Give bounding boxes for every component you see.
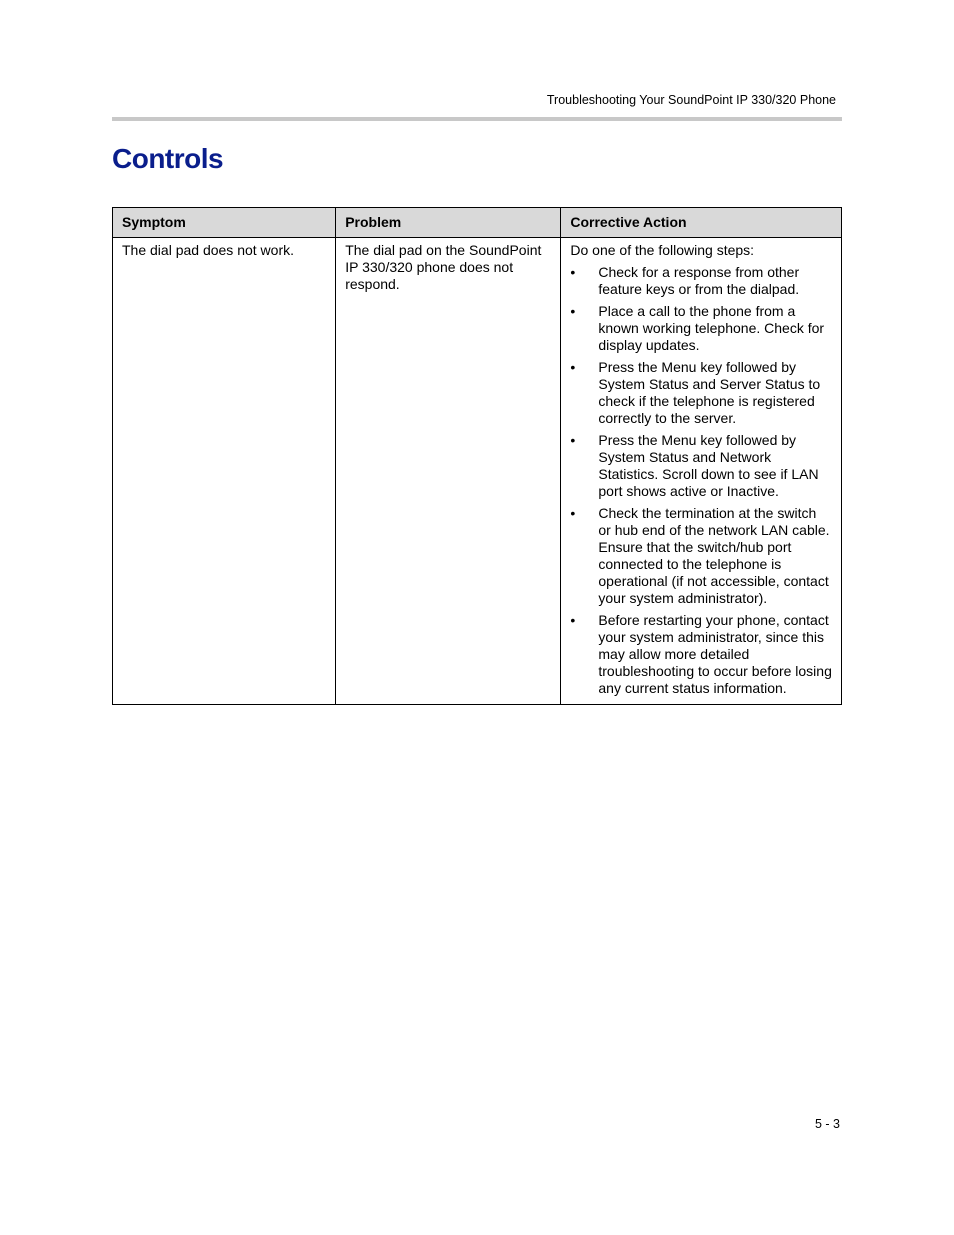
list-item bbox=[570, 432, 832, 500]
step-text: Press the Menu key followed by System Status and Network Statistics. Scroll down to see if LAN port shows active or Inactive. bbox=[598, 432, 819, 499]
table-row bbox=[113, 238, 842, 705]
bullet-icon: • bbox=[570, 612, 576, 628]
running-header: Troubleshooting Your SoundPoint IP 330/320 Phone bbox=[546, 93, 836, 107]
list-item bbox=[570, 303, 832, 354]
header-rule bbox=[112, 117, 842, 121]
bullet-icon: • bbox=[570, 303, 576, 319]
bullet-icon: • bbox=[570, 432, 576, 448]
troubleshooting-table bbox=[112, 207, 842, 705]
table-header-row bbox=[113, 208, 842, 238]
action-intro: Do one of the following steps: bbox=[570, 242, 755, 258]
step-text: Check the termination at the switch or hub end of the network LAN cable. Ensure that the switch/hub port connected to the telephone is operational (if not accessible, contact your system administrator). bbox=[598, 505, 830, 606]
page-title: Controls bbox=[112, 143, 224, 174]
column-header-symptom: Symptom bbox=[113, 208, 336, 238]
list-item bbox=[570, 264, 832, 298]
problem-cell: The dial pad on the SoundPoint IP 330/320 phone does not respond. bbox=[336, 238, 561, 705]
list-item bbox=[570, 505, 832, 607]
step-text: Place a call to the phone from a known working telephone. Check for display updates. bbox=[598, 303, 825, 353]
bullet-icon: • bbox=[570, 264, 576, 280]
action-steps-list bbox=[570, 264, 832, 697]
column-header-corrective-action: Corrective Action bbox=[561, 208, 842, 238]
corrective-action-cell bbox=[561, 238, 842, 705]
bullet-icon: • bbox=[570, 505, 576, 521]
bullet-icon: • bbox=[570, 359, 576, 375]
list-item bbox=[570, 612, 832, 697]
column-header-problem: Problem bbox=[336, 208, 561, 238]
step-text: Press the Menu key followed by System Status and Server Status to check if the telephone is registered correctly to the server. bbox=[598, 359, 821, 426]
step-text: Before restarting your phone, contact your system administrator, since this may allow more detailed troubleshooting to occur before losing any current status information. bbox=[598, 612, 832, 696]
symptom-cell: The dial pad does not work. bbox=[113, 238, 336, 705]
step-text: Check for a response from other feature keys or from the dialpad. bbox=[598, 264, 800, 297]
list-item bbox=[570, 359, 832, 427]
page-number: 5 - 3 bbox=[814, 1117, 840, 1131]
